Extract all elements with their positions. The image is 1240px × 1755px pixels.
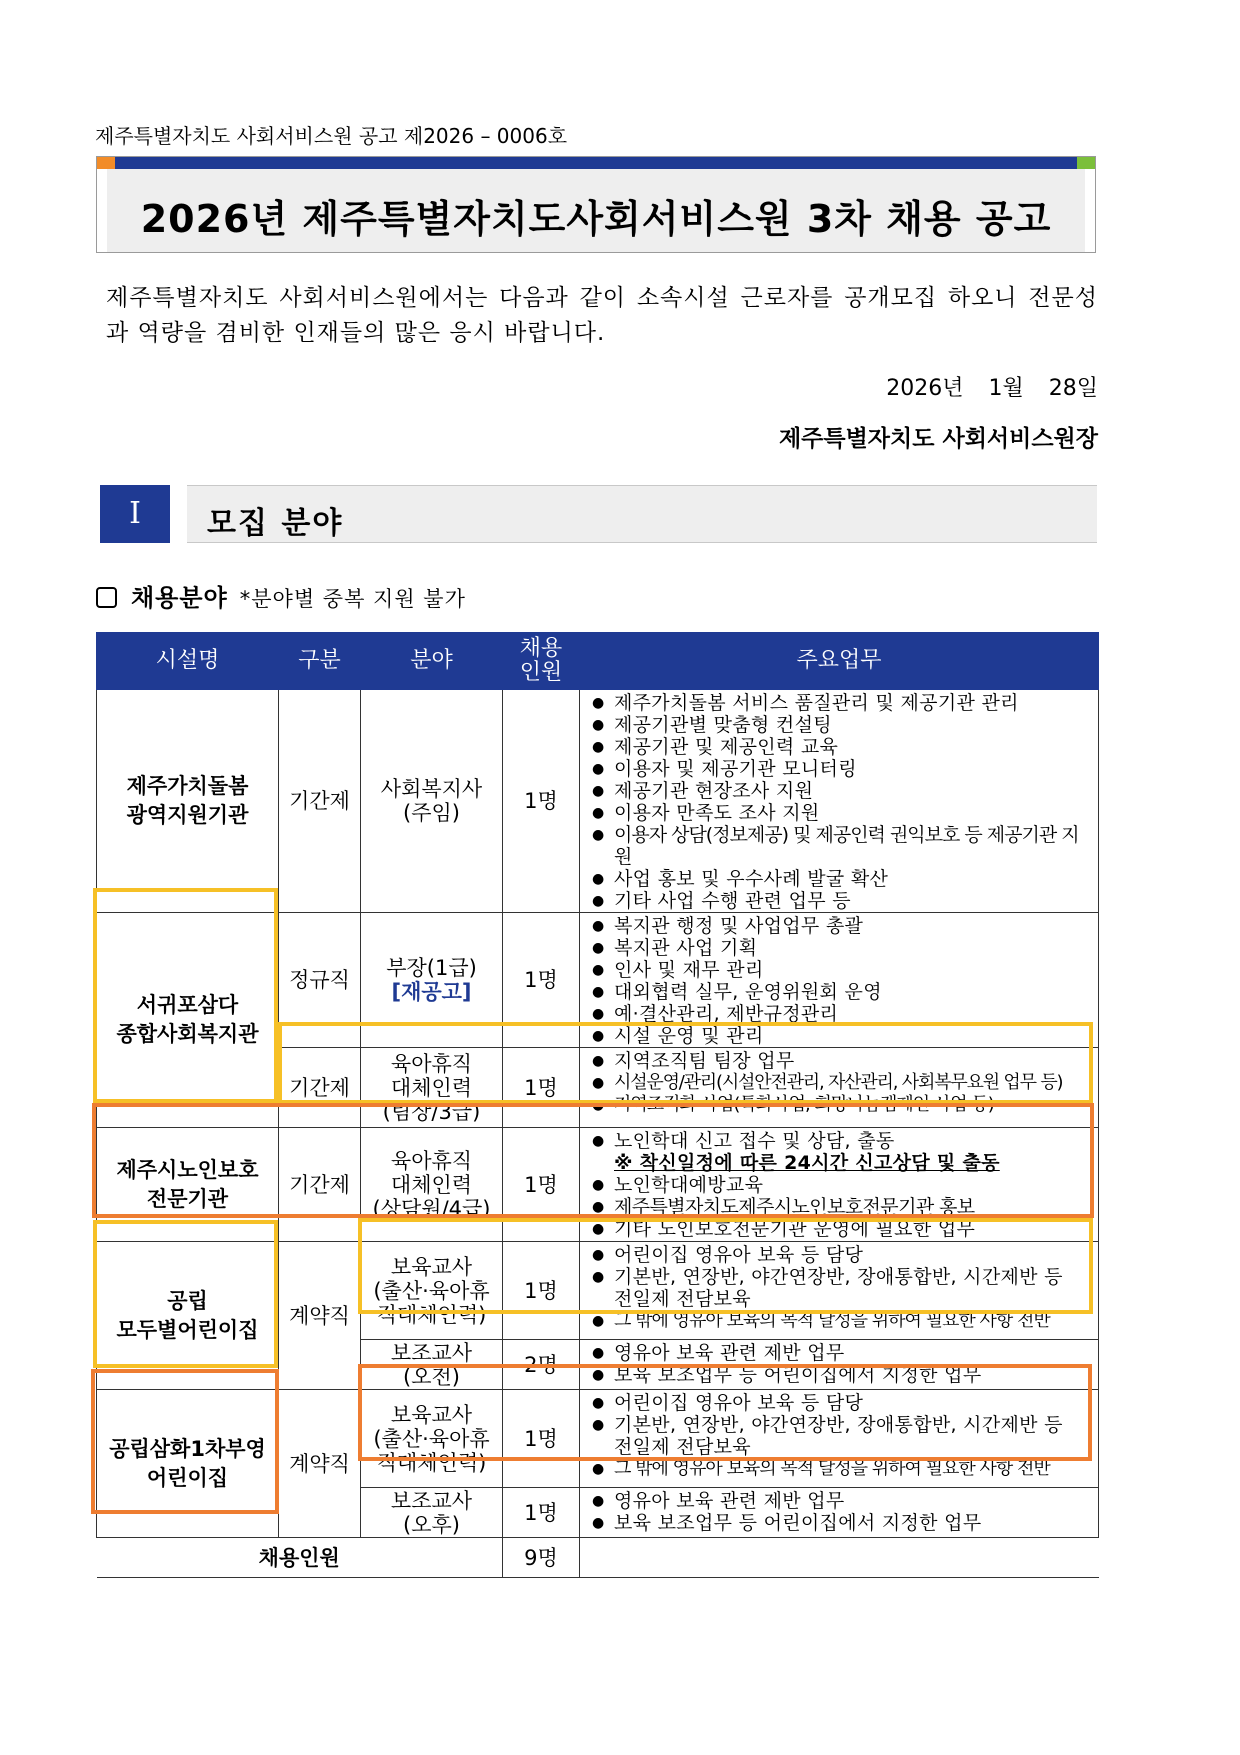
duty-item: ● 제공기관별 맞춤형 컨설팅 xyxy=(592,714,1094,736)
facility-cell: 공립삼화1차부영 어린이집 xyxy=(97,1390,279,1538)
field-cell: 육아휴직 대체인력 (상담원/4급) xyxy=(361,1128,503,1242)
duty-item: ● 노인학대예방교육 xyxy=(592,1174,1094,1196)
count-cell: 1명 xyxy=(503,1048,580,1128)
duty-item: ● 노인학대 신고 접수 및 상담, 출동 xyxy=(592,1130,1094,1152)
section-title: 모집 분야 xyxy=(207,506,344,541)
field-cell: 사회복지사 (주임) xyxy=(361,690,503,913)
total-empty-cell xyxy=(580,1538,1099,1578)
checkbox-icon xyxy=(96,587,117,608)
facility-cell: 제주시노인보호 전문기관 xyxy=(97,1128,279,1242)
duty-item: ● 지역조직화 사업(특화사업, 희망나눔캠페인 사업 등) xyxy=(592,1094,1094,1116)
header-count: 채용 인원 xyxy=(503,633,580,690)
duties-cell xyxy=(580,1128,1099,1242)
count-cell: 1명 xyxy=(503,1242,580,1340)
duty-item: ● 복지관 사업 기획 xyxy=(592,937,1094,959)
duty-continuation: 전일제 전담보육 xyxy=(614,1436,751,1458)
subheading-note: *분야별 중복 지원 불가 xyxy=(239,587,466,611)
subheading-label: 채용분야 xyxy=(131,584,228,612)
duties-cell xyxy=(580,1242,1099,1340)
type-cell: 기간제 xyxy=(279,1128,361,1242)
duty-item: ● 인사 및 재무 관리 xyxy=(592,959,1094,981)
duty-item: ● 제공기관 및 제공인력 교육 xyxy=(592,736,1094,758)
total-row xyxy=(97,1538,1099,1578)
duty-item: ● 시설운영/관리(시설안전관리, 자산관리, 사회복무요원 업무 등) xyxy=(592,1072,1094,1094)
field-cell: 보육교사 (출산·육아휴 직대체인력) xyxy=(361,1242,503,1340)
field-cell: 보조교사 (오전) xyxy=(361,1340,503,1390)
facility-cell: 제주가치돌봄 광역지원기관 xyxy=(97,690,279,913)
emphasis-note: ※ 착신일정에 따른 24시간 신고상담 및 출동 xyxy=(614,1152,1000,1174)
duty-item: ● 어린이집 영유아 보육 등 담당 xyxy=(592,1392,1094,1414)
field-cell: 보조교사 (오후) xyxy=(361,1488,503,1538)
header-duties: 주요업무 xyxy=(580,633,1099,690)
intro-paragraph: 제주특별자치도 사회서비스원에서는 다음과 같이 소속시설 근로자를 공개모집 하오니 전문성과 역량을 겸비한 인재들의 많은 응시 바랍니다. xyxy=(106,285,1098,346)
duties-cell xyxy=(580,913,1099,1048)
sender-name: 제주특별자치도 사회서비스원장 xyxy=(778,426,1098,452)
facility-cell: 서귀포삼다 종합사회복지관 xyxy=(97,913,279,1128)
table-header-row xyxy=(97,633,1099,690)
count-cell: 1명 xyxy=(503,1390,580,1488)
title-box xyxy=(96,156,1096,253)
duties-cell xyxy=(580,1048,1099,1128)
title-top-bar xyxy=(97,157,1095,169)
type-cell: 계약직 xyxy=(279,1242,361,1390)
header-field: 분야 xyxy=(361,633,503,690)
duty-item: ● 제주가치돌봄 서비스 품질관리 및 제공기관 관리 xyxy=(592,692,1094,714)
duty-item: ● 기타 노인보호전문기관 운영에 필요한 업무 xyxy=(592,1218,1094,1240)
total-label: 채용인원 xyxy=(97,1538,503,1578)
duties-cell xyxy=(580,1340,1099,1390)
reannouncement-badge: [재공고] xyxy=(391,980,472,1004)
duty-item: ● 영유아 보육 관련 제반 업무 xyxy=(592,1490,1094,1512)
duty-item: ● 시설 운영 및 관리 xyxy=(592,1025,1094,1047)
type-cell: 기간제 xyxy=(279,690,361,913)
recruitment-table xyxy=(96,632,1099,1578)
field-cell: 육아휴직 대체인력 (팀장/3급) xyxy=(361,1048,503,1128)
title-bar-accent-green xyxy=(1077,157,1095,169)
duty-continuation: 전일제 전담보육 xyxy=(614,1288,751,1310)
table-row xyxy=(97,1390,1099,1488)
duty-item: ● 이용자 상담(정보제공) 및 제공인력 권익보호 등 제공기관 지원 xyxy=(592,824,1094,868)
duty-item: ● 이용자 만족도 조사 지원 xyxy=(592,802,1094,824)
duty-item: ● 기본반, 연장반, 야간연장반, 장애통합반, 시간제반 등 xyxy=(592,1266,1094,1288)
duty-item: ● 기본반, 연장반, 야간연장반, 장애통합반, 시간제반 등 xyxy=(592,1414,1094,1436)
section-header-bar xyxy=(187,485,1097,543)
count-cell: 1명 xyxy=(503,1488,580,1538)
duty-item: ● 영유아 보육 관련 제반 업무 xyxy=(592,1342,1094,1364)
duty-item: ● 사업 홍보 및 우수사례 발굴 확산 xyxy=(592,868,1094,890)
subheading xyxy=(96,578,466,613)
count-cell: 1명 xyxy=(503,690,580,913)
duty-item: ● 이용자 및 제공기관 모니터링 xyxy=(592,758,1094,780)
field-cell xyxy=(361,913,503,1048)
total-count: 9명 xyxy=(503,1538,580,1578)
notice-number: 제주특별자치도 사회서비스원 공고 제2026 – 0006호 xyxy=(95,124,568,148)
duty-item: ● 제주특별자치도제주시노인보호전문기관 홍보 xyxy=(592,1196,1094,1218)
header-facility: 시설명 xyxy=(97,633,279,690)
recruitment-table-wrapper xyxy=(96,632,1098,1578)
duty-item: ● 예·결산관리, 제반규정관리 xyxy=(592,1003,1094,1025)
section-number-badge: Ⅰ xyxy=(100,485,170,543)
duty-item: ● 제공기관 현장조사 지원 xyxy=(592,780,1094,802)
duty-item: ● 보육 보조업무 등 어린이집에서 지정한 업무 xyxy=(592,1364,1094,1386)
duty-item: ● 지역조직팀 팀장 업무 xyxy=(592,1050,1094,1072)
table-row xyxy=(97,913,1099,1048)
count-cell: 2명 xyxy=(503,1340,580,1390)
duty-item: ● 복지관 행정 및 사업업무 총괄 xyxy=(592,915,1094,937)
type-cell: 기간제 xyxy=(279,1048,361,1128)
facility-cell: 공립 모두별어린이집 xyxy=(97,1242,279,1390)
duties-cell xyxy=(580,1390,1099,1488)
duty-item: ● 보육 보조업무 등 어린이집에서 지정한 업무 xyxy=(592,1512,1094,1534)
count-cell: 1명 xyxy=(503,913,580,1048)
title-bar-accent-orange xyxy=(97,157,115,169)
header-type: 구분 xyxy=(279,633,361,690)
table-row xyxy=(97,690,1099,913)
count-cell: 1명 xyxy=(503,1128,580,1242)
duties-cell xyxy=(580,690,1099,913)
duties-cell xyxy=(580,1488,1099,1538)
table-row xyxy=(97,1242,1099,1340)
type-cell: 정규직 xyxy=(279,913,361,1048)
duty-item: ● 어린이집 영유아 보육 등 담당 xyxy=(592,1244,1094,1266)
duty-item: ● 대외협력 실무, 운영위원회 운영 xyxy=(592,981,1094,1003)
table-row xyxy=(97,1128,1099,1242)
duty-item: ● 그 밖에 영유아 보육의 목적 달성을 위하여 필요한 사항 전반 xyxy=(592,1458,1094,1480)
field-label: 부장(1급) xyxy=(386,956,477,980)
duty-item: ● 기타 사업 수행 관련 업무 등 xyxy=(592,890,1094,912)
duty-item: ● 그 밖에 영유아 보육의 목적 달성을 위하여 필요한 사항 전반 xyxy=(592,1310,1094,1332)
type-cell: 계약직 xyxy=(279,1390,361,1538)
field-cell: 보육교사 (출산·육아휴 직대체인력) xyxy=(361,1390,503,1488)
page-title: 2026년 제주특별자치도사회서비스원 3차 채용 공고 xyxy=(140,197,1052,241)
announcement-date: 2026년 1월 28일 xyxy=(886,376,1098,401)
